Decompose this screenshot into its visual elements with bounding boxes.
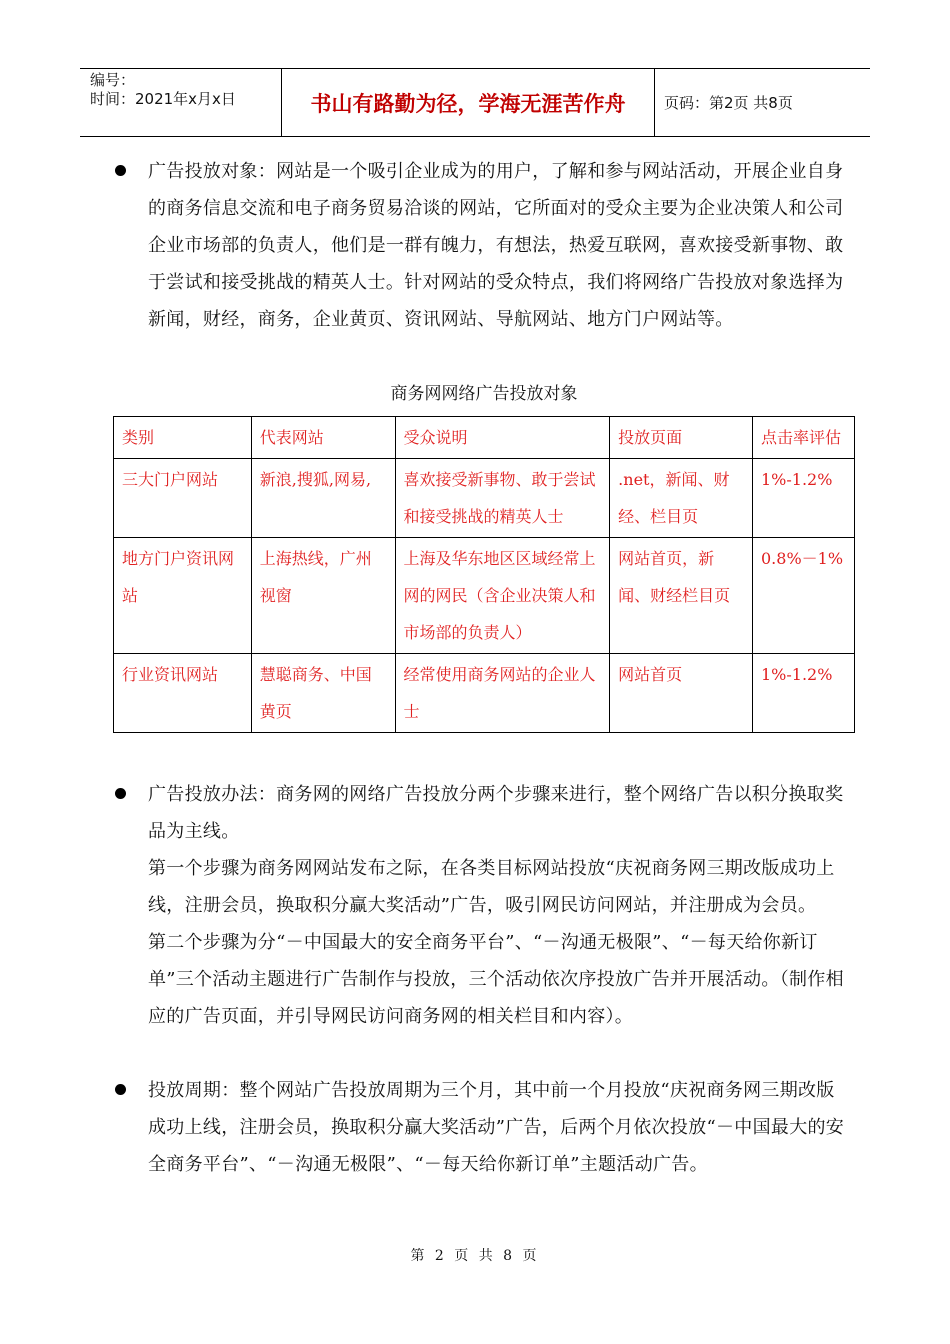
bullet-icon (115, 165, 126, 176)
cell-audience: 经常使用商务网站的企业人士 (395, 654, 610, 733)
ad-method-step2: 第二个步骤为分“－中国最大的安全商务平台”、“－沟通无极限”、“－每天给你新订单”三个活动主题进行广告制作与投放，三个活动依次序投放广告并开展活动。（制作相应的广告页面，并引导网民访问商务网的相关栏目和内容）。 (148, 932, 844, 1027)
bullet-icon (115, 788, 126, 799)
section-ad-period (110, 1072, 850, 1183)
ad-period-paragraph: 投放周期：整个网站广告投放周期为三个月，其中前一个月投放“庆祝商务网三期改版成功上线，注册会员，换取积分赢大奖活动”广告，后两个月依次投放“－中国最大的安全商务平台”、“－沟通无极限”、“－每天给你新订单”主题活动广告。 (148, 1080, 845, 1175)
page-footer: 第 2 页 共 8 页 (410, 1248, 540, 1264)
header-pages: 投放页面 (610, 417, 753, 459)
table-row (114, 459, 855, 538)
ad-method-step1: 第一个步骤为商务网网站发布之际，在各类目标网站投放“庆祝商务网三期改版成功上线，注册会员，换取积分赢大奖活动”广告，吸引网民访问网站，并注册成为会员。 (148, 858, 835, 916)
number-label: 编号： (90, 71, 136, 89)
bullet-icon (115, 1084, 126, 1095)
page-header (80, 68, 870, 137)
time-label: 时间：2021年x月x日 (90, 90, 236, 108)
header-meta (80, 69, 282, 136)
header-audience: 受众说明 (395, 417, 610, 459)
cell-pages: .net，新闻、财经、栏目页 (610, 459, 753, 538)
header-category: 类别 (114, 417, 252, 459)
cell-pages: 网站首页 (610, 654, 753, 733)
cell-sites: 慧聪商务、中国黄页 (251, 654, 395, 733)
table-row (114, 538, 855, 654)
cell-audience: 喜欢接受新事物、敢于尝试和接受挑战的精英人士 (395, 459, 610, 538)
cell-category: 地方门户资讯网站 (114, 538, 252, 654)
header-sites: 代表网站 (251, 417, 395, 459)
table-header-row (114, 417, 855, 459)
cell-sites: 新浪,搜狐,网易, (251, 459, 395, 538)
cell-ctr: 1%-1.2% (753, 459, 855, 538)
cell-audience: 上海及华东地区区域经常上网的网民（含企业决策人和市场部的负责人） (395, 538, 610, 654)
cell-sites: 上海热线，广州视窗 (251, 538, 395, 654)
cell-ctr: 1%-1.2% (753, 654, 855, 733)
ad-target-table (113, 416, 855, 733)
ad-method-intro: 广告投放办法：商务网的网络广告投放分两个步骤来进行，整个网络广告以积分换取奖品为主线。 (148, 784, 844, 842)
ad-targets-paragraph: 广告投放对象：网站是一个吸引企业成为的用户，了解和参与网站活动，开展企业自身的商务信息交流和电子商务贸易洽谈的网站，它所面对的受众主要为企业决策人和公司企业市场部的负责人，他们是一群有魄力，有想法，热爱互联网，喜欢接受新事物、敢于尝试和接受挑战的精英人士。针对网站的受众特点，我们将网络广告投放对象选择为新闻，财经，商务，企业黄页、资讯网站、导航网站、地方门户网站等。 (148, 161, 844, 330)
header-page-info: 页码：第2页 共8页 (664, 94, 793, 112)
table-title: 商务网网络广告投放对象 (390, 384, 578, 404)
cell-ctr: 0.8%－1% (753, 538, 855, 654)
cell-category: 行业资讯网站 (114, 654, 252, 733)
section-ad-targets (110, 153, 850, 338)
cell-pages: 网站首页，新闻、财经栏目页 (610, 538, 753, 654)
cell-category: 三大门户网站 (114, 459, 252, 538)
table-row (114, 654, 855, 733)
section-ad-method (110, 776, 850, 1035)
header-ctr: 点击率评估 (753, 417, 855, 459)
header-motto: 书山有路勤为径，学海无涯苦作舟 (282, 69, 655, 136)
